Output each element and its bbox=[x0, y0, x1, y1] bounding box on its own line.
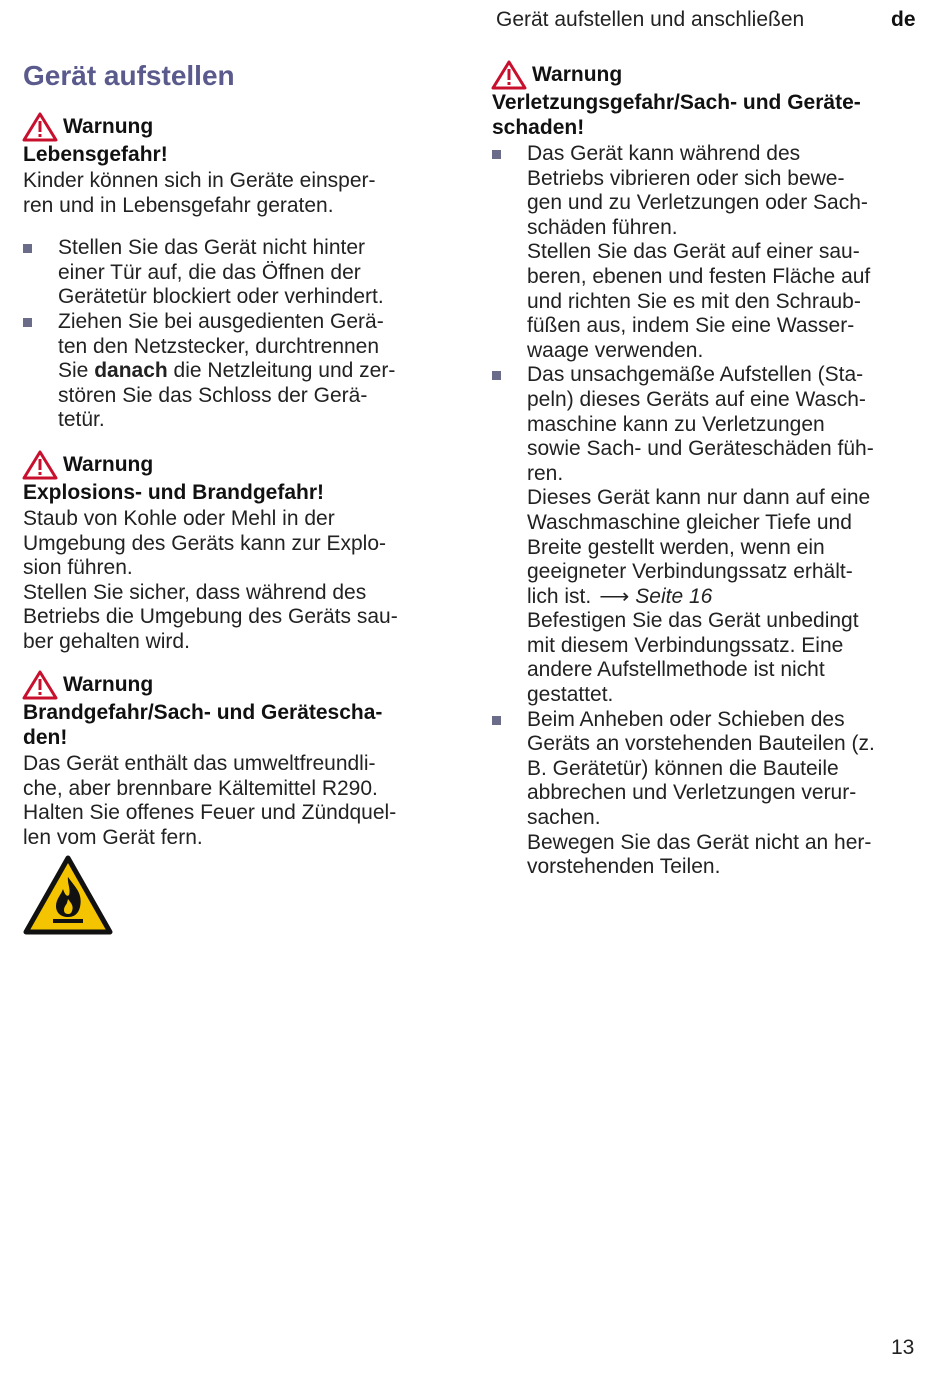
bullet-square bbox=[492, 150, 501, 159]
warning-triangle-icon bbox=[22, 112, 58, 142]
warning-triangle-icon bbox=[491, 60, 527, 90]
bullet-square bbox=[23, 318, 32, 327]
bullet-text: Das Gerät kann während des Betriebs vibrieren oder sich bewe- gen und zu Verletzungen oder Sach- schäden führen. Stellen Sie das Gerät auf einer sau- beren, ebenen und festen Fläche auf und richten Sie es mit den Schraub- füßen aus, indem Sie eine Wasser- waage verwenden. bbox=[527, 142, 871, 362]
bullet-square bbox=[23, 244, 32, 253]
warning-label: Warnung bbox=[532, 63, 623, 86]
warning-block-injury bbox=[492, 60, 922, 880]
bullet-text: Beim Anheben oder Schieben des Geräts an vorstehenden Bauteilen (z. B. Gerätetür) können die Bauteile abbrechen und Verletzungen verur- sachen. Bewegen Sie das Gerät nicht an her- vorstehenden Teilen. bbox=[527, 707, 875, 879]
language-code: de bbox=[891, 8, 916, 31]
bullet-text: Das unsachgemäße Aufstellen (Sta- peln) dieses Geräts auf eine Wasch- maschine kann zu Verletzungen sowie Sach- und Geräteschäden füh- ren. Dieses Gerät kann nur dann auf eine Waschmaschine gleicher Tiefe und Breite gestellt werden, wenn ein geeigneter Verbindungssatz erhält- lich ist. ⟶ Seite 16 Befestigen Sie das Gerät unbedingt mit diesem Verbindungssatz. Eine andere Aufstellmethode ist nicht gestattet. bbox=[527, 363, 874, 707]
running-header-title: Gerät aufstellen und anschließen bbox=[496, 8, 805, 31]
danger-heading: Lebensgefahr! bbox=[23, 143, 168, 166]
warning-triangle-icon bbox=[22, 450, 58, 480]
list-item bbox=[492, 363, 922, 707]
warning-triangle-icon bbox=[22, 670, 58, 700]
warning-label: Warnung bbox=[63, 115, 154, 138]
warning-label: Warnung bbox=[63, 453, 154, 476]
section-title: Gerät aufstellen bbox=[23, 60, 235, 91]
list-item bbox=[23, 310, 453, 433]
bullet-text: Stellen Sie das Gerät nicht hinter einer Tür auf, die das Öffnen der Gerätetür blockiert oder verhindert. bbox=[58, 236, 384, 309]
bullet-text: Ziehen Sie bei ausgedienten Gerä- ten den Netzstecker, durchtrennen Sie danach die Netzleitung und zer- stören Sie das Schloss der Gerä- tetür. bbox=[58, 309, 396, 432]
danger-heading: Explosions- und Brandgefahr! bbox=[23, 481, 325, 504]
bullet-list bbox=[23, 236, 453, 433]
bullet-list bbox=[492, 142, 922, 880]
warning-text: Kinder können sich in Geräte einsper- ren und in Lebensgefahr geraten. bbox=[23, 169, 376, 217]
flammable-warning-sign-icon bbox=[23, 855, 113, 935]
danger-heading: Verletzungsgefahr/Sach- und Geräte- schaden! bbox=[492, 91, 861, 139]
list-item bbox=[492, 142, 922, 363]
warning-text: Staub von Kohle oder Mehl in der Umgebung des Geräts kann zur Explo- sion führen. Stellen Sie sicher, dass während des Betriebs die Umgebung des Geräts sau- ber gehalten wird. bbox=[23, 507, 398, 653]
bullet-square bbox=[492, 371, 501, 380]
warning-block-fire bbox=[23, 670, 453, 850]
warning-block-child-safety bbox=[23, 112, 453, 433]
warning-text: Das Gerät enthält das umweltfreundli- che, aber brennbare Kältemittel R290. Halten Sie offenes Feuer und Zündquel- len vom Gerät fern. bbox=[23, 752, 397, 849]
list-item bbox=[23, 236, 453, 310]
warning-block-explosion bbox=[23, 450, 453, 655]
page-reference-link[interactable]: Seite 16 bbox=[635, 584, 713, 608]
reference-arrow-icon: ⟶ bbox=[599, 584, 630, 608]
list-item bbox=[492, 708, 922, 880]
page-number: 13 bbox=[891, 1336, 915, 1359]
warning-label: Warnung bbox=[63, 673, 154, 696]
danger-heading: Brandgefahr/Sach- und Gerätescha- den! bbox=[23, 701, 383, 749]
bullet-square bbox=[492, 716, 501, 725]
